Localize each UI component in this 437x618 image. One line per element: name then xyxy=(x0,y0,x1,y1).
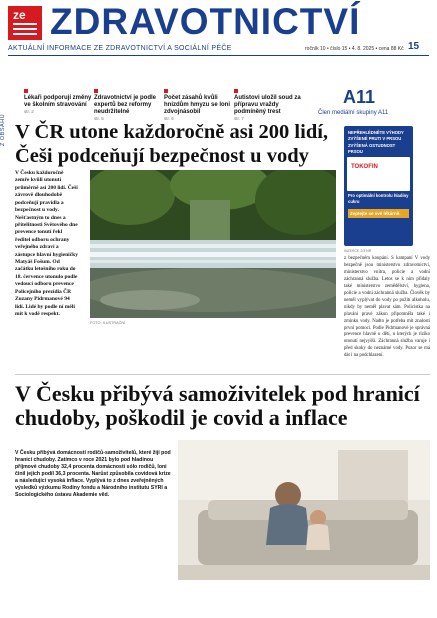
article-headline[interactable]: V Česku přibývá samoživitelek pod hranicí chudoby, poškodil je covid a inflace xyxy=(15,381,420,431)
article-lead: V Česku přibývá domácností rodičů-samoživitelů, které žijí pod hranicí chudoby. Zatímco v roce 2021 bylo pod hladinou příjmové chudoby 32,4 procenta domácností sólo rodičů, loni činil jejich podíl 36,3 procenta. Narůst způsobila covidová krize a následující vysoká inflace. Vyplývá to z dnes zveřejněných výsledků výzkumu Rodiny fondu a Národního institutu SYRI a Sociologického ústavu Akademie věd. xyxy=(15,450,171,499)
ad-line: Pro optimální kontrolu hladiny cukru xyxy=(348,193,409,205)
logo-text: ze xyxy=(13,8,26,22)
teaser-title: Zdravotnictví je podle expertů bez reformy neudržitelné xyxy=(94,95,157,116)
a11-logo: A11 xyxy=(343,87,376,107)
masthead-title: ZDRAVOTNICTVÍ xyxy=(50,1,361,42)
teaser-page: str. 7 xyxy=(234,116,244,122)
teaser-title: Autistovi uložil soud za přípravu vraždy podmíněný trest xyxy=(234,95,301,116)
teaser-page: str. 6 xyxy=(164,116,174,122)
teaser-page: str. 5 xyxy=(94,116,104,122)
waterfall-illustration xyxy=(90,170,336,318)
article-body: z bezpečném koupání. S kampaní V vody bezpečně jsou ministerstvo zdravotnictví, ministerstvo vnitra, policie a vodní záchranná služba. Letos se k nim přidaly také ministerstvo zemědělství, hygiena, policie a vodní záchranná služba. Člověk by neměl vyplývat do vody po požití alkoholu, nikdy by neměl plavat sám. Policistka na plavání pravé zákon připomněla také i zmínku vody. Nadto je potřeba mít znalosti první pomoci. Podle Pidrmanové je správná prevence hlavně u dětí, u kterých je riziko utonutí nejvyšší. Záchranná služba varuje i před skoky do neznámé vody. Pozor se má dát i na podchlazení. xyxy=(344,256,430,359)
a11-subtitle: Člen mediální skupiny A11 xyxy=(318,110,389,116)
masthead-rule xyxy=(8,55,429,56)
ad-cta[interactable]: Zeptejte se své lékárně. xyxy=(348,209,409,218)
teaser-marker xyxy=(24,89,28,93)
advertisement[interactable] xyxy=(344,126,413,246)
teaser-marker xyxy=(94,89,98,93)
ad-line: ZVÝŠENÁ OSTUDNOST PRSOU xyxy=(348,142,396,154)
teaser-page: str. 2 xyxy=(24,109,34,115)
section-label xyxy=(0,62,10,146)
teaser-item[interactable] xyxy=(94,89,162,122)
ad-label: INZERCE 2/3 NR xyxy=(344,249,372,253)
masthead-subtitle: AKTUÁLNÍ INFORMACE ZE ZDRAVOTNICTVÍ A SOCIÁLNÍ PÉČE xyxy=(8,45,232,52)
logo-decor xyxy=(13,28,37,30)
teaser-title: Lékaři podporují změny ve školním stravování xyxy=(24,95,92,109)
family-illustration xyxy=(178,440,430,580)
logo-decor xyxy=(13,23,37,25)
page-number: 15 xyxy=(408,41,420,52)
logo-decor xyxy=(13,33,37,35)
ad-product-box xyxy=(347,157,410,191)
teaser-item[interactable] xyxy=(234,89,302,122)
article-lead: V Česku každoročně zemře kvůli utonutí průměrně asi 200 lidí. Češi závrově dlouhodobě podceňují pravidla a bezpečnost u vody. Nešťastným to dnes a přítelitnosti Světového dne prevence tonutí řekl ředitel odboru ochrany veřejného zdraví a zástupce hlavní hygieničky Matyáš Fošum. Od začátku letošního roku do 18. července utonulo podle vedoucí odboru prevence Policejního prezídia ČR Zuzany Pidrmanové 94 lidí. Lidé by podle ní měli mít k vodě respekt. xyxy=(15,170,78,318)
teaser-title: Počet zásahů kvůli hnízdům hmyzu se loni zdvojnásobil xyxy=(164,95,231,116)
teaser-item[interactable] xyxy=(24,89,92,114)
waterfall-photo xyxy=(90,170,336,318)
publisher-logo xyxy=(8,6,42,40)
ad-brand-logo: TOKOFIN xyxy=(351,164,378,171)
section-divider xyxy=(15,374,430,375)
article-headline[interactable]: V ČR utone každoročně asi 200 lidí, Češi podceňují bezpečnost u vody xyxy=(15,121,329,167)
ad-line: ZVÝŠENÉ PRUTI V PRSOU xyxy=(348,136,402,142)
section-label-text: Z OBSAHU xyxy=(0,113,6,146)
teaser-marker xyxy=(164,89,168,93)
photo-caption: FOTO: ILUSTRAČNÍ xyxy=(90,321,126,325)
teaser-item[interactable] xyxy=(164,89,232,122)
issue-info: ročník 10 • číslo 15 • 4. 8. 2025 • cena 88 Kč xyxy=(305,46,404,52)
family-photo xyxy=(178,440,430,580)
teaser-marker xyxy=(234,89,238,93)
ad-line: NEPŘEHLÉDNĚTE VÝHODY xyxy=(348,130,404,135)
